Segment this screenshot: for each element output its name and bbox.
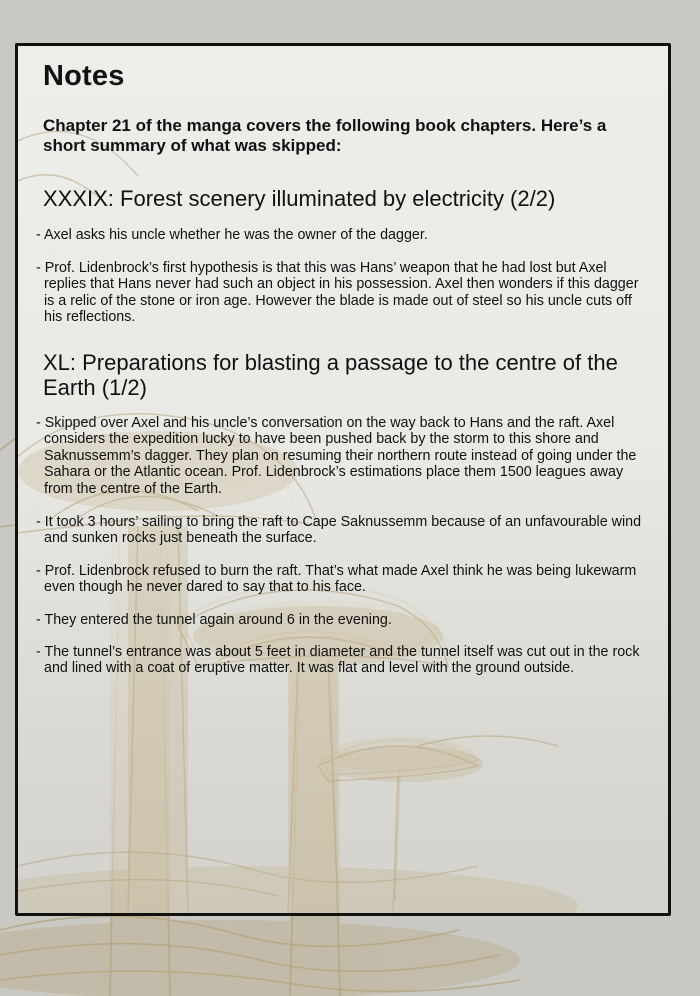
summary-bullet: - Skipped over Axel and his uncle’s conversation on the way back to Hans and the raft. Axel considers the expedition lucky to have been pushed back by the storm to this shore and Saknussemm’s dagger. They plan on resuming their northern route instead of going under the Sahara or the Atlantic ocean. Prof. Lidenbrock’s estimations place them 1500 leagues away from the centre of the Earth. [36,415,637,497]
intro-text: Chapter 21 of the manga covers the following book chapters. Here’s a short summary of what was skipped: [43,116,607,155]
summary-bullet: - The tunnel’s entrance was about 5 feet in diameter and the tunnel itself was cut out in the rock and lined with a coat of eruptive matter. It was flat and level with the ground outside. [36,644,640,677]
summary-bullet: - Prof. Lidenbrock’s first hypothesis is that this was Hans’ weapon that he had lost but Axel replies that Hans never had such an object in his possession. Axel then wonders if this dagger is a relic of the stone or iron age. However the blade is made out of steel so his uncle cuts off his reflections. [36,260,639,326]
page-title: Notes [43,60,125,92]
notes-panel [15,43,671,916]
summary-bullet: - It took 3 hours’ sailing to bring the raft to Cape Saknussemm because of an unfavourable wind and sunken rocks just beneath the surface. [36,514,642,547]
summary-bullet: - Prof. Lidenbrock refused to burn the raft. That’s what made Axel think he was being lukewarm even though he never dared to say that to his face. [36,563,637,596]
summary-bullet: - They entered the tunnel again around 6 in the evening. [36,612,392,628]
section-heading-xxxix: XXXIX: Forest scenery illuminated by electricity (2/2) [43,186,556,211]
section-heading-xl: XL: Preparations for blasting a passage to the centre of the Earth (1/2) [43,350,618,400]
summary-bullet: - Axel asks his uncle whether he was the owner of the dagger. [36,227,428,243]
